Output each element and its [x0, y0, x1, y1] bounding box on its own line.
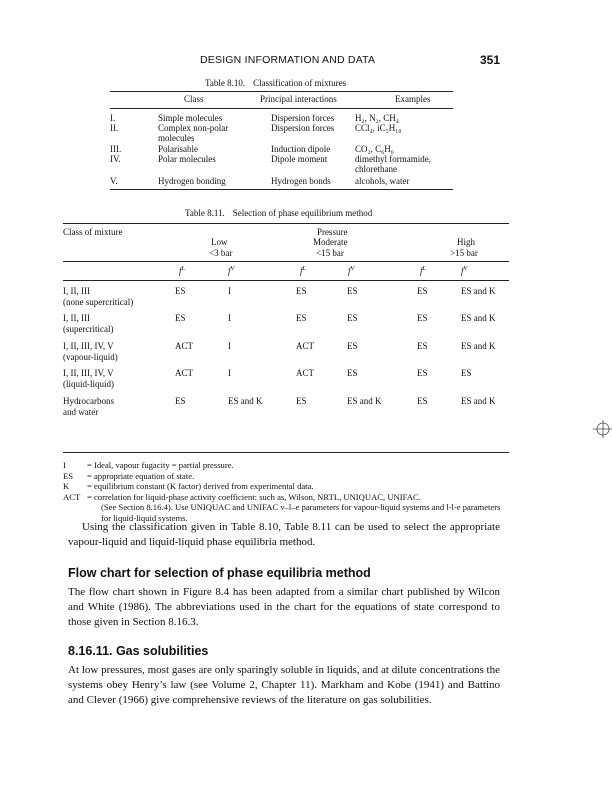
mixture-class-note: (none supercritical): [63, 297, 134, 307]
table-cell: ES and K: [461, 396, 496, 406]
mixture-class-note: (liquid-liquid): [63, 379, 114, 389]
row-number: III.: [110, 144, 122, 154]
table-cell: ES and K: [461, 286, 496, 296]
pressure-low: Low: [211, 237, 228, 247]
table-cell: ES: [347, 313, 358, 323]
page-number: 351: [479, 53, 500, 67]
note-k: K = equilibrium constant (K factor) derived from experimental data.: [63, 481, 314, 491]
table-8-10-caption: [205, 78, 346, 88]
pressure-moderate: Moderate: [313, 237, 348, 247]
row-number: II.: [110, 123, 119, 133]
table-cell: ACT: [175, 341, 193, 351]
table-rule: [110, 189, 453, 190]
table-cell: ES: [417, 313, 428, 323]
note-act: ACT = correlation for liquid-phase activity coefficient: such as, Wilson, NRTL, UNIQUAC, UNIFAC. (See Section 8.16.4). Use UNIQUAC and UNIFAC v–l–e parameters for vapour-liquid systems and l-l-e parameters for liquid-liquid systems.: [63, 491, 501, 523]
row-class: Simple molecules: [158, 113, 223, 123]
table-cell: ES: [296, 396, 307, 406]
table-rule: [63, 223, 509, 224]
table-cell: ES and K: [228, 396, 263, 406]
table-notes: [63, 460, 509, 523]
page-header: [110, 54, 500, 68]
table-cell: ES: [175, 313, 186, 323]
subhead-fl: $f^L$: [300, 265, 307, 276]
table-cell: ACT: [175, 368, 193, 378]
table-cell: I: [228, 313, 231, 323]
table-rule: [63, 452, 509, 453]
mixture-class: I, II, III, IV, V: [63, 341, 114, 351]
class-of-mixture-header: Class of mixture: [63, 227, 123, 237]
table-cell: ES: [175, 396, 186, 406]
row-class: Hydrogen bonding: [158, 176, 226, 186]
row-number: IV.: [110, 154, 121, 164]
table-rule: [63, 280, 509, 281]
table-cell: I: [228, 286, 231, 296]
table-8-11-title: Selection of phase equilibrium method: [232, 208, 373, 218]
table-cell: ACT: [296, 368, 314, 378]
subhead-fv: $f^V$: [461, 265, 468, 276]
mixture-class: I, II, III, IV, V: [63, 368, 114, 378]
pressure-low-range: <3 bar: [209, 248, 233, 258]
column-header-interactions: Principal interactions: [260, 94, 337, 104]
mixture-class-note: and water: [63, 407, 99, 417]
subhead-fv: $f^V$: [348, 265, 355, 276]
table-cell: ES: [175, 286, 186, 296]
row-interaction: Dispersion forces: [271, 123, 335, 133]
table-cell: ES: [347, 341, 358, 351]
mixture-class: I, II, III: [63, 286, 90, 296]
table-8-10-label: Table 8.10.: [205, 78, 246, 88]
row-interaction: Dipole moment: [271, 154, 328, 164]
mixture-class-note: (supercritical): [63, 324, 114, 334]
running-head: DESIGN INFORMATION AND DATA: [200, 54, 376, 66]
table-cell: ES: [347, 286, 358, 296]
note-es: ES = appropriate equation of state.: [63, 470, 195, 481]
note-i: I = Ideal, vapour fugacity = partial pressure.: [63, 460, 234, 470]
table-cell: I: [228, 368, 231, 378]
row-class: Polarisable: [158, 144, 198, 154]
mixture-class: Hydrocarbons: [63, 396, 114, 406]
mixture-class: I, II, III: [63, 313, 90, 323]
pressure-header: Pressure: [317, 227, 348, 237]
crop-mark-icon: [590, 418, 612, 440]
mixture-class-note: (vapour-liquid): [63, 352, 118, 362]
table-rule: [63, 261, 509, 262]
row-example: CCl₄, iC₅H₁₀: [355, 123, 402, 133]
subhead-fl: $f^L$: [420, 265, 427, 276]
row-example: CO₂, C₆H₆: [355, 144, 394, 154]
pressure-moderate-range: <15 bar: [316, 248, 344, 258]
table-cell: ES: [461, 368, 472, 378]
table-cell: ES: [417, 368, 428, 378]
row-class: Complex non-polar molecules: [158, 123, 229, 143]
table-8-11-caption: [185, 208, 372, 218]
table-cell: ES: [417, 286, 428, 296]
subhead-fl: $f^L$: [179, 265, 186, 276]
table-cell: ES: [417, 341, 428, 351]
row-class: Polar molecules: [158, 154, 216, 164]
row-example: alcohols, water: [355, 176, 410, 186]
row-example: dimethyl formamide, chlorethane: [355, 154, 431, 174]
table-cell: I: [228, 341, 231, 351]
table-cell: ES: [296, 313, 307, 323]
pressure-high-range: >15 bar: [450, 248, 478, 258]
table-8-10-title: Classification of mixtures: [253, 78, 347, 88]
paragraph-gas-solubilities: At low pressures, most gases are only sparingly soluble in liquids, and at dilute concentrations the systems obey Henry’s law (see Volume 2, Chapter 11). Markham and Kobe (1941) and Battino and Clever (1966) give comprehensive reviews of the literature on gas solubilities.: [68, 664, 500, 707]
paragraph-flow-chart: The flow chart shown in Figure 8.4 has been adapted from a similar chart published by Wilcon and White (1986). The abbreviations used in the chart for the equations of state correspond to those given in Section 8.16.3.: [68, 586, 500, 629]
row-interaction: Induction dipole: [271, 144, 331, 154]
subhead-fv: $f^V$: [228, 265, 235, 276]
row-number: I.: [110, 113, 116, 123]
column-header-examples: Examples: [395, 94, 431, 104]
table-rule: [110, 108, 453, 109]
table-cell: ES and K: [461, 341, 496, 351]
table-cell: ACT: [296, 341, 314, 351]
row-interaction: Hydrogen bonds: [271, 176, 331, 186]
table-cell: ES and K: [461, 313, 496, 323]
heading-flow-chart: Flow chart for selection of phase equilibria method: [68, 566, 371, 580]
row-interaction: Dispersion forces: [271, 113, 335, 123]
paragraph-intro: Using the classification given in Table 8.10, Table 8.11 can be used to select the appropriate vapour-liquid and liquid-liquid phase equilibria method.: [68, 521, 500, 549]
heading-gas-solubilities: 8.16.11. Gas solubilities: [68, 644, 209, 658]
table-8-11-label: Table 8.11.: [185, 208, 225, 218]
table-cell: ES: [347, 368, 358, 378]
table-cell: ES: [417, 396, 428, 406]
table-rule: [110, 91, 453, 92]
pressure-high: High: [457, 237, 475, 247]
row-number: V.: [110, 176, 118, 186]
row-example: H₂, N₂, CH₄: [355, 113, 399, 123]
table-cell: ES: [296, 286, 307, 296]
table-cell: ES and K: [347, 396, 382, 406]
column-header-class: Class: [184, 94, 204, 104]
